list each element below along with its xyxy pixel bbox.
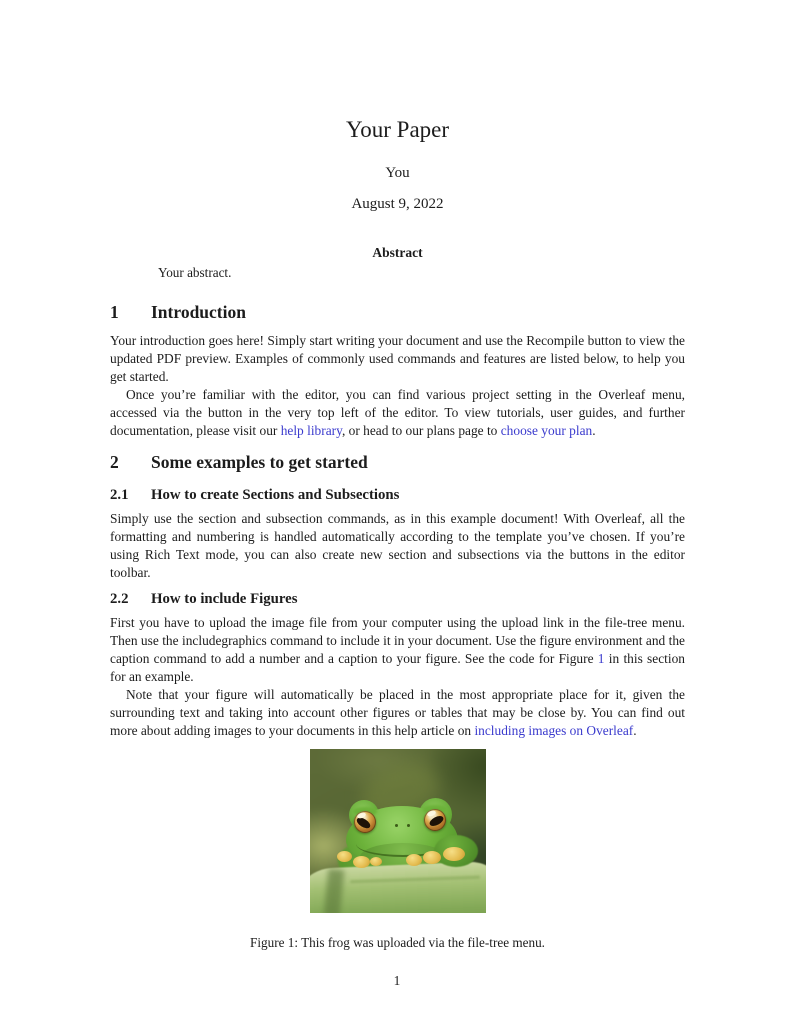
frog-photo <box>310 749 486 913</box>
subsection-2-1-number: 2.1 <box>110 487 129 503</box>
figures-paragraph-1 <box>110 614 685 686</box>
page-number: 1 <box>393 973 401 988</box>
figure-1-caption: Figure 1: This frog was uploaded via the file-tree menu. <box>250 935 545 950</box>
frog-toe <box>406 854 422 866</box>
figure-1-reference-link[interactable]: 1 <box>597 651 605 666</box>
figures-paragraph-1-text: in this section for an example. <box>110 651 685 684</box>
paper-date: August 9, 2022 <box>351 196 444 212</box>
page-content <box>110 0 685 952</box>
figures-paragraph-1-text: First you have to upload the image file from your computer using the upload link in the file-tree menu. Then use the includegraphics command to include it in your document. Use the figure environment and the caption command to add a number and a caption to your figure. See the code for Figure <box>110 615 685 666</box>
frog-eye-left <box>354 811 376 833</box>
section-2-heading <box>110 449 685 475</box>
section-2-number: 2 <box>110 452 119 472</box>
including-images-link[interactable]: including images on Overleaf <box>474 723 634 738</box>
intro-paragraph-2-text: , or head to our plans page to <box>341 423 501 438</box>
figures-paragraph-2-text: . <box>633 723 637 738</box>
abstract-heading: Abstract <box>372 245 423 260</box>
frog-toe <box>443 847 465 861</box>
sections-paragraph: Simply use the section and subsection commands, as in this example document! With Overleaf, all the formatting and numbering is handled automatically according to the template you’ve chosen. If you’re using Rich Text mode, you can also create new section and subsections via the buttons in the editor toolbar. <box>110 511 685 580</box>
frog-nostril-right <box>407 824 410 827</box>
frog-toe <box>370 857 382 866</box>
choose-your-plan-link[interactable]: choose your plan <box>500 423 593 438</box>
subsection-2-2-title: How to include Figures <box>151 591 298 607</box>
section-1-title: Introduction <box>151 302 246 322</box>
subsection-2-2-number: 2.2 <box>110 591 129 607</box>
paper-author: You <box>385 165 410 181</box>
frog-toe <box>337 851 352 862</box>
frog-eye-right <box>424 809 446 831</box>
intro-paragraph-2 <box>110 386 685 440</box>
figure-1 <box>110 749 685 952</box>
subsection-2-2-heading <box>110 589 685 609</box>
subsection-2-1-title: How to create Sections and Subsections <box>151 487 400 503</box>
intro-paragraph-1: Your introduction goes here! Simply start writing your document and use the Recompile button to view the updated PDF preview. Examples of commonly used commands and features are listed below, to help you get started. <box>110 333 685 384</box>
abstract-text: Your abstract. <box>158 265 232 280</box>
section-1-heading <box>110 299 685 325</box>
paper-title: Your Paper <box>345 117 450 142</box>
frog-toe <box>353 856 370 868</box>
frog-nostril-left <box>395 824 398 827</box>
section-1-number: 1 <box>110 302 119 322</box>
section-2-title: Some examples to get started <box>151 452 368 472</box>
intro-paragraph-2-text: . <box>592 423 596 438</box>
intro-paragraph-2-text: Once you’re familiar with the editor, you can find various project setting in the Overleaf menu, accessed via the button in the very top left of the editor. To view tutorials, user guides, and further documentation, please visit our <box>110 387 685 438</box>
figures-paragraph-2 <box>110 686 685 740</box>
subsection-2-1-heading <box>110 485 685 505</box>
frog-toe <box>423 851 441 864</box>
help-library-link[interactable]: help library <box>280 423 342 438</box>
figures-paragraph-2-text: Note that your figure will automatically be placed in the most appropriate place for it, given the surrounding text and taking into account other figures or tables that may be close by. You can find out more about adding images to your documents in this help article on <box>110 687 685 738</box>
